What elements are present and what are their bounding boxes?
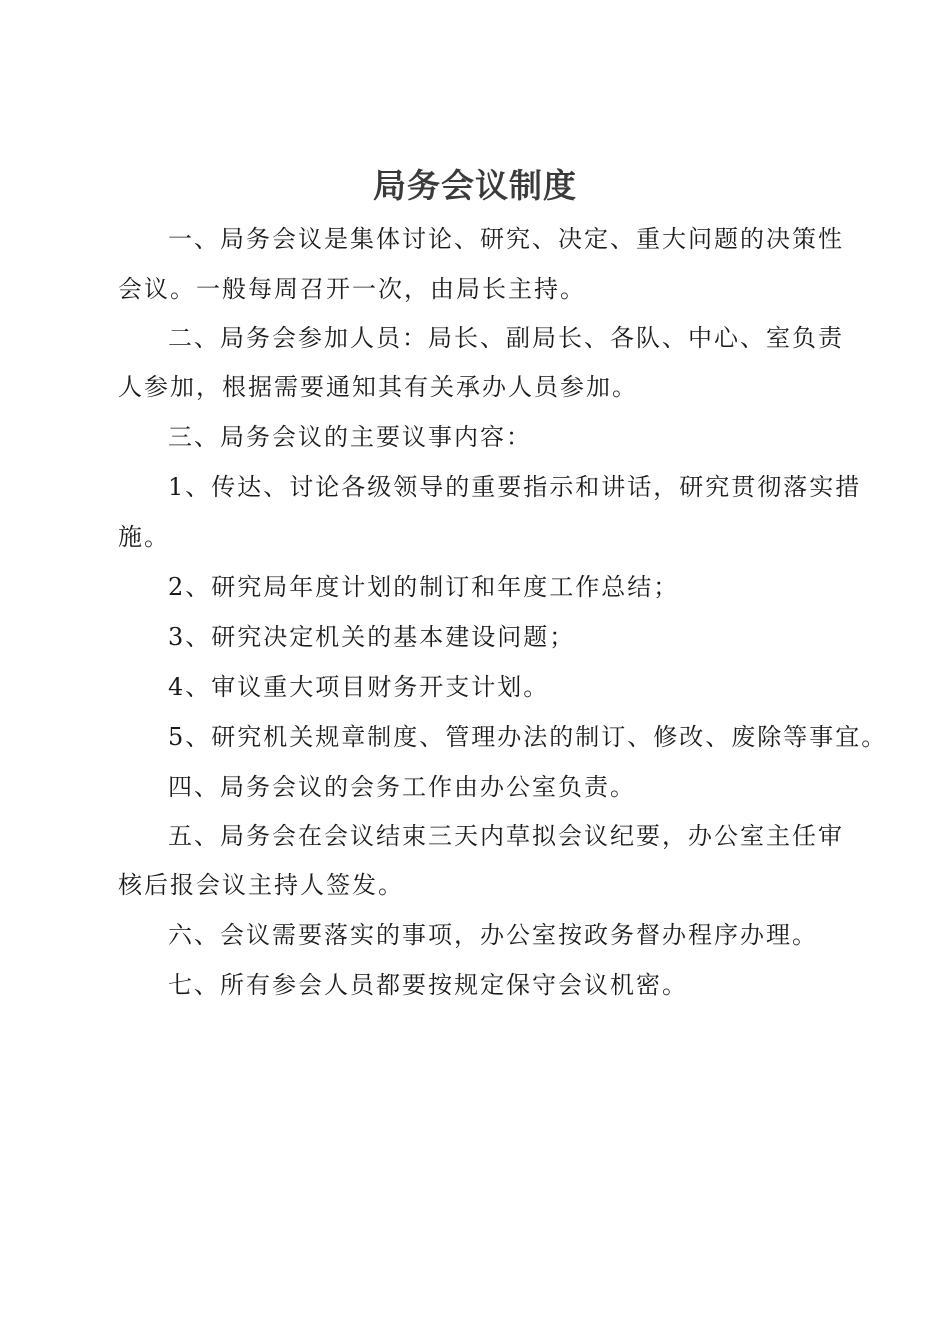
rule-5-line-2: 核后报会议主持人签发。 bbox=[118, 871, 404, 899]
rule-3-heading: 三、局务会议的主要议事内容： bbox=[168, 423, 532, 451]
rule-3-item-1-line-2: 施。 bbox=[118, 523, 170, 551]
rule-3-item-2: 2、研究局年度计划的制订和年度工作总结； bbox=[168, 573, 680, 601]
rule-2-line-2: 人参加，根据需要通知其有关承办人员参加。 bbox=[118, 373, 638, 401]
rule-3-item-5: 5、研究机关规章制度、管理办法的制订、修改、废除等事宜。 bbox=[168, 723, 888, 751]
rule-3-item-1-line-1: 1、传达、讨论各级领导的重要指示和讲话，研究贯彻落实措 bbox=[168, 473, 862, 501]
rule-5-line-1: 五、局务会在会议结束三天内草拟会议纪要，办公室主任审 bbox=[168, 822, 844, 850]
document-title: 局务会议制度 bbox=[373, 166, 577, 205]
rule-7: 七、所有参会人员都要按规定保守会议机密。 bbox=[168, 971, 688, 999]
rule-3-item-3: 3、研究决定机关的基本建设问题； bbox=[168, 623, 576, 651]
rule-4: 四、局务会议的会务工作由办公室负责。 bbox=[168, 773, 636, 801]
rule-1-line-1: 一、局务会议是集体讨论、研究、决定、重大问题的决策性 bbox=[168, 225, 844, 253]
rule-2-line-1: 二、局务会参加人员：局长、副局长、各队、中心、室负责 bbox=[168, 324, 844, 352]
rule-3-item-4: 4、审议重大项目财务开支计划。 bbox=[168, 673, 550, 701]
rule-1-line-2: 会议。一般每周召开一次，由局长主持。 bbox=[118, 275, 586, 303]
rule-6: 六、会议需要落实的事项，办公室按政务督办程序办理。 bbox=[168, 921, 818, 949]
